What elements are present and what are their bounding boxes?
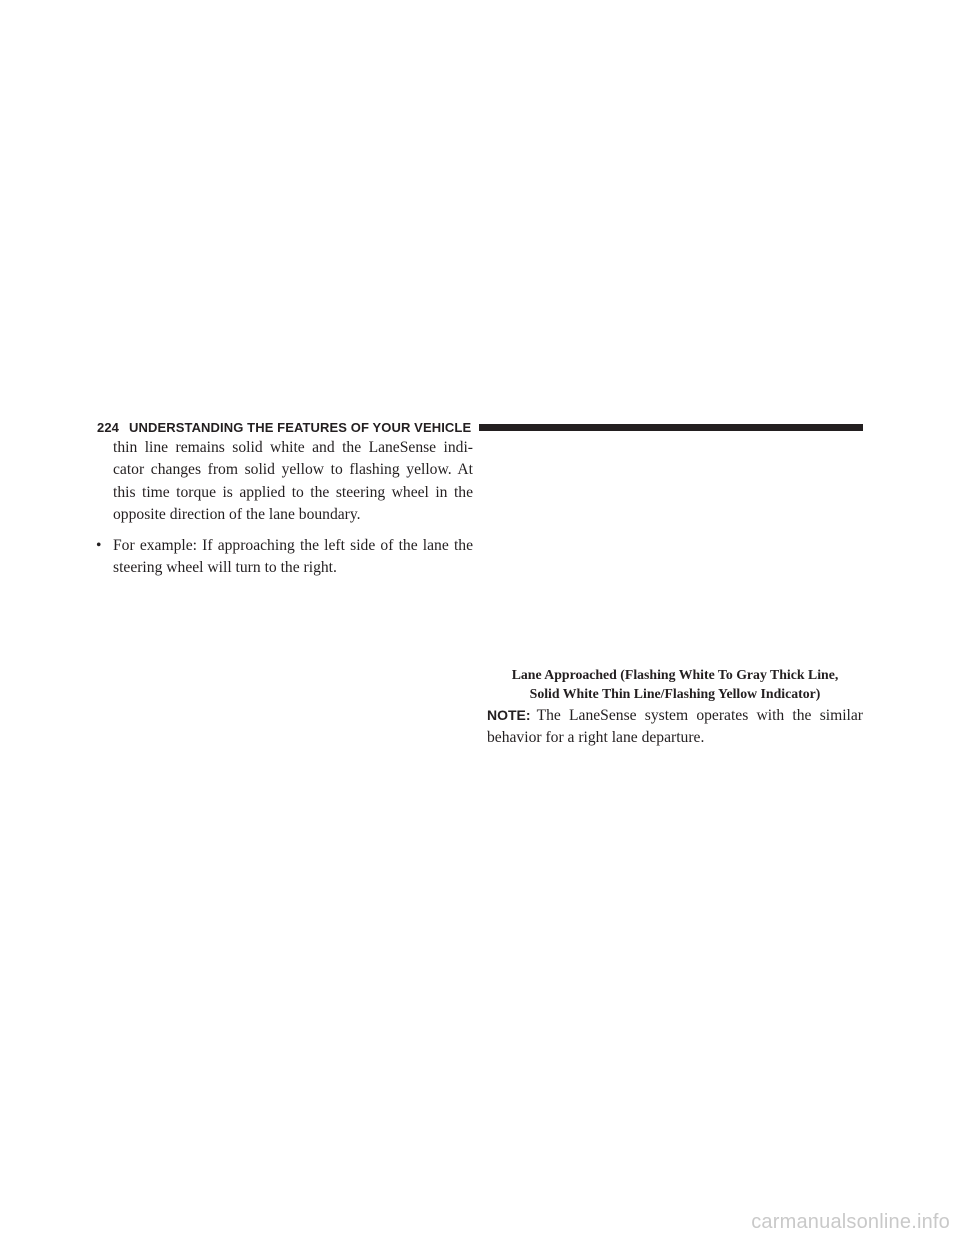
- left-column: [96, 437, 473, 580]
- caption-line-1: Lane Approached (Flashing White To Gray Thick Line,: [511, 667, 839, 682]
- page-header: [97, 418, 863, 436]
- page-number: 224: [97, 419, 119, 435]
- note-text: The LaneSense system operates with the similar behavior for a right lane departure.: [487, 707, 863, 747]
- figure-caption: [487, 665, 863, 703]
- note-block: [487, 704, 863, 750]
- section-title: UNDERSTANDING THE FEATURES OF YOUR VEHICLE: [129, 419, 472, 435]
- bullet-text: For example: If approaching the left side of the lane the steering wheel will turn to the right.: [113, 537, 473, 577]
- bullet-symbol: •: [96, 537, 102, 555]
- body-paragraph: thin line remains solid white and the LaneSense indi- cator changes from solid yellow to flashing yellow. At this time torque is applied to the steering wheel in the opposite direction of the lane boundary.: [113, 439, 473, 523]
- watermark: carmanualsonline.info: [751, 1211, 950, 1233]
- caption-line-2: Solid White Thin Line/Flashing Yellow Indicator): [529, 686, 821, 701]
- header-rule: [479, 424, 863, 431]
- note-label: NOTE:: [487, 707, 531, 723]
- bullet-item: [96, 535, 473, 580]
